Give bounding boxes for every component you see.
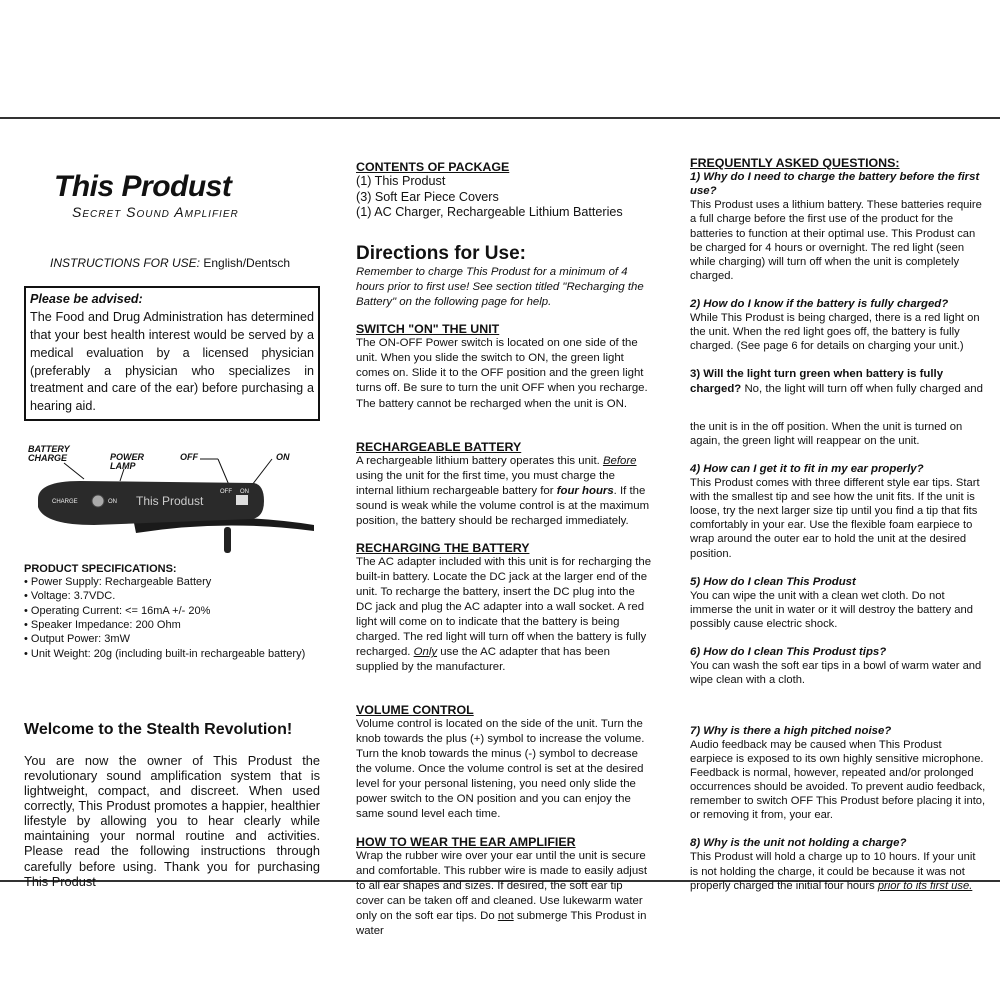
faq-question-7: 7) Why is there a high pitched noise? — [690, 724, 892, 737]
rechargeable-before: Before — [602, 454, 637, 467]
advisory-text: The Food and Drug Administration has determined that your best health interest would be served by a medical evaluation by a licensed physician (preferably a physician who specializes in treatment and care of the ear) before purchasing a hearing aid. — [30, 309, 314, 414]
welcome-text: You are now the owner of This Produst the revolutionary sound amplification system that is lightweight, compact, and discreet. When used correctly, This Produst promotes a happier, healthier lifestyle by allowing you to hear clearly while maintaining your normal routine and activities. Please read the following instructions through carefully before using. Thank you for purchasing This Produst — [24, 752, 320, 889]
faq-answer-5: You can wipe the unit with a clean wet cloth. Do not immerse the unit in water or it will destroy the battery and possibly cause electric shock. — [690, 589, 973, 631]
faq-answer-2: While This Produst is being charged, there is a red light on the unit. When the red light goes off, the battery is fully charged. (See page 6 for details on charging your unit.) — [690, 312, 980, 353]
rechargeable-four-hours: four hours — [556, 484, 614, 497]
spec-item: • Voltage: 3.7VDC. — [24, 589, 320, 603]
faq-question-2: 2) How do I know if the battery is fully charged? — [690, 297, 949, 310]
on-label: ON — [276, 452, 290, 463]
faq-answer-3a: No, the light will turn off when fully charged and — [741, 382, 983, 395]
charge-mark: CHARGE — [52, 499, 78, 506]
directions-note: Remember to charge This Produst for a minimum of 4 hours prior to first use! See section titled "Recharging the Battery" on the following page for help. — [356, 266, 644, 309]
faq-answer-1: This Produst uses a lithium battery. These batteries require a full charge before the first use of the product for the batteries to function at their optimal use. This Produst can be charged for 4 hours or overnight. The red light (seen while charging) will turn off when the unit is completely charged. — [690, 199, 982, 282]
volume-heading: VOLUME CONTROL — [356, 703, 474, 718]
recharging-heading: RECHARGING THE BATTERY — [356, 540, 530, 555]
spec-item: • Output Power: 3mW — [24, 632, 320, 646]
recharging-text-b: use the AC adapter that has been supplied by the manufacturer. — [356, 646, 610, 674]
product-subtitle: Secret Sound Amplifier — [72, 204, 239, 220]
faq-answer-6: You can wash the soft ear tips in a bowl of warm water and wipe clean with a cloth. — [690, 660, 982, 687]
power-lamp-label: POWER LAMP — [110, 452, 145, 472]
top-rule — [0, 117, 1000, 119]
left-column — [24, 160, 320, 889]
faq-answer-3b: the unit is in the off position. When the unit is turned on again, the green light will reappear on the unit. — [690, 420, 963, 447]
faq-answer-8 — [690, 850, 986, 892]
faq-question-5: 5) How do I clean This Produst — [690, 575, 856, 588]
faq-answer-7: Audio feedback may be caused when This Produst earpiece is exposed to its own highly sensitive microphone. Feedback is normal, however, repeated and/or prolonged occurrences should be avoided. To prevent audio feedback, remember to switch OFF This Produst before placing it into, or removing it from, your ear. — [690, 738, 986, 822]
contents-heading: CONTENTS OF PACKAGE — [356, 160, 510, 174]
contents-item: (1) AC Charger, Rechargeable Lithium Batteries — [356, 205, 623, 220]
specs-heading: PRODUCT SPECIFICATIONS: — [24, 563, 177, 576]
directions-heading: Directions for Use: — [356, 243, 526, 265]
faq-question-8: 8) Why is the unit not holding a charge? — [690, 837, 907, 850]
product-title: This Produst — [54, 170, 232, 203]
switch-on-heading: SWITCH "ON" THE UNIT — [356, 322, 500, 337]
recharging-text — [356, 555, 652, 675]
advisory-box — [24, 286, 320, 421]
wear-text-a: Wrap the rubber wire over your ear until the unit is secure and comfortable. This rubber wire is made to easily adjust to all ear shapes and sizes. If desired, the soft ear tip cover can be taken off and cleaned. Use lukewarm water only on the soft ear tips. Do — [356, 849, 648, 922]
faq-question-1: 1) Why do I need to charge the battery before the first use? — [690, 171, 980, 198]
wear-not: not — [497, 909, 514, 922]
rechargeable-text-a: A rechargeable lithium battery operates this unit. — [356, 454, 603, 467]
middle-column — [356, 160, 652, 939]
spec-item: • Power Supply: Rechargeable Battery — [24, 575, 320, 589]
instructions-value: English/Dentsch — [203, 256, 291, 270]
specs-list — [24, 575, 320, 661]
off-mark: OFF — [220, 489, 232, 496]
faq-question-4: 4) How can I get it to fit in my ear properly? — [690, 462, 924, 475]
welcome-heading: Welcome to the Stealth Revolution! — [24, 720, 293, 738]
wear-heading: HOW TO WEAR THE EAR AMPLIFIER — [356, 834, 576, 849]
instructions-label: INSTRUCTIONS FOR USE: — [50, 256, 201, 270]
switch-on-text: The ON-OFF Power switch is located on one side of the unit. When you slide the switch to ON, the green light comes on. Slide it to the OFF position and the green light turns off. Be sure to turn the unit OFF when you recharge. The battery cannot be recharged when the unit is ON. — [356, 337, 648, 410]
contents-item: (3) Soft Ear Piece Covers — [356, 189, 499, 204]
spec-item: • Operating Current: <= 16mA +/- 20% — [24, 604, 320, 618]
spec-item: • Speaker Impedance: 200 Ohm — [24, 618, 320, 632]
device-diagram — [24, 445, 320, 563]
on-mark: ON — [108, 499, 117, 506]
recharging-text-a: The AC adapter included with this unit is for recharging the built-in battery. Locate the DC jack at the larger end of the unit. To recharge the battery, insert the DC plug into the DC jack and plug the AC adapter into a wall socket. A red light will come on to indicate that the battery is being charged. The red light will turn off when the battery is fully recharged. — [356, 555, 652, 659]
wear-text — [356, 849, 652, 939]
rechargeable-heading: RECHARGEABLE BATTERY — [356, 439, 522, 454]
battery-charge-label: BATTERY CHARGE — [28, 444, 70, 464]
hearing-amplifier-image — [24, 445, 320, 563]
rechargeable-text — [356, 454, 652, 529]
contents-item: (1) This Produst — [356, 174, 446, 188]
faq-question-6: 6) How do I clean This Produst tips? — [690, 646, 887, 659]
faq-answer-8a: This Produst will hold a charge up to 10 hours. If your unit is not holding the charge, it could be because it was not properly charged the initial four hours — [690, 851, 976, 892]
faq-answer-8b: prior to its first use. — [877, 879, 973, 892]
advisory-heading: Please be advised: — [30, 292, 143, 306]
spec-item: • Unit Weight: 20g (including built-in rechargeable battery) — [24, 647, 320, 661]
rechargeable-text-b: using the unit for the first time, you must charge the internal lithium rechargeable battery for — [356, 469, 615, 497]
faq-question-3 — [690, 367, 986, 395]
instructions-line — [50, 256, 320, 270]
volume-text: Volume control is located on the side of the unit. Turn the knob towards the plus (+) symbol to increase the volume. Turn the knob towards the minus (-) symbol to decrease the volume. Once the volume control is set at the desired level for your personal listening, you need only slide the power switch to the ON position and you can enjoy the same sound level each time. — [356, 718, 645, 821]
device-body-text: This Produst — [136, 494, 204, 509]
on-mark-2: ON — [240, 489, 249, 496]
faq-question-3-text: 3) Will the light turn green when battery is fully charged? — [690, 368, 944, 395]
rechargeable-text-c: . If the sound is weak while the volume control is at the maximum position, the battery should be recharged immediately. — [356, 484, 650, 527]
off-label: OFF — [180, 452, 198, 463]
wear-text-b: submerge This Produst in water — [356, 909, 647, 937]
recharging-only: Only — [413, 646, 438, 659]
faq-heading: FREQUENTLY ASKED QUESTIONS: — [690, 156, 900, 170]
faq-answer-4: This Produst comes with three different style ear tips. Start with the smallest tip and see how the unit fits. If the unit is loose, try the next larger size tip until you find a tip that fits comfortably in your ear. Use the flexible foam earpiece to wrap around the outer ear to hold the unit at the desired position. — [690, 477, 980, 560]
right-column — [690, 156, 986, 893]
